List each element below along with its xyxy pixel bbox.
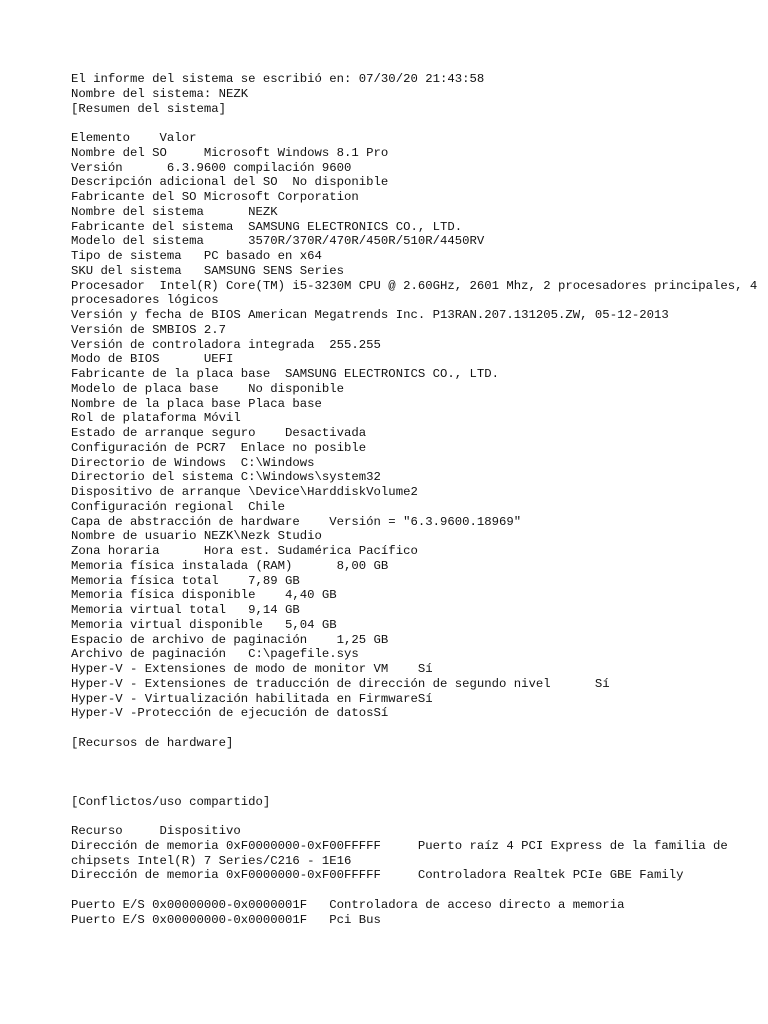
summary-row-page-file-space: Espacio de archivo de paginación 1,25 GB [71, 632, 389, 647]
summary-column-header: Elemento Valor [71, 131, 197, 145]
summary-row-version: Versión 6.3.9600 compilación 9600 [71, 160, 352, 175]
summary-row-smbios-version: Versión de SMBIOS 2.7 [71, 322, 226, 337]
conflict-row: Dirección de memoria 0xF0000000-0xF00FFFFF Controladora Realtek PCIe GBE Family [71, 868, 684, 883]
spacer [71, 883, 761, 898]
summary-row-time-zone: Zona horaria Hora est. Sudamérica Pacífico [71, 544, 418, 558]
summary-row-system-model: Modelo del sistema 3570R/370R/470R/450R/510R/4450RV [71, 234, 485, 249]
section-heading-hardware: [Recursos de hardware] [71, 735, 234, 750]
summary-row-user-name: Nombre de usuario NEZK\Nezk Studio [71, 529, 322, 544]
summary-row-system-name: Nombre del sistema NEZK [71, 204, 278, 219]
summary-row-hyperv-vm-monitor: Hyper-V - Extensiones de modo de monitor VM Sí [71, 662, 433, 676]
conflict-row: Dirección de memoria 0xF0000000-0xF00FFFFF Puerto raíz 4 PCI Express de la familia de chipsets Intel(R) 7 Series/C216 - 1E16 [71, 838, 736, 868]
summary-row-available-physical-memory: Memoria física disponible 4,40 GB [71, 588, 337, 603]
summary-row-system-type: Tipo de sistema PC basado en x64 [71, 249, 322, 263]
summary-row-boot-device: Dispositivo de arranque \Device\HarddiskVolume2 [71, 485, 418, 499]
summary-row-total-virtual-memory: Memoria virtual total 9,14 GB [71, 603, 300, 617]
summary-row-bios-version: Versión y fecha de BIOS American Megatrends Inc. P13RAN.207.131205.ZW, 05-12-2013 [71, 308, 669, 322]
summary-row-windows-directory: Directorio de Windows C:\Windows [71, 455, 315, 470]
section-heading-summary: [Resumen del sistema] [71, 101, 226, 116]
summary-row-page-file: Archivo de paginación C:\pagefile.sys [71, 647, 359, 662]
summary-row-hal: Capa de abstracción de hardware Versión = "6.3.9600.18969" [71, 514, 522, 529]
summary-row-system-directory: Directorio del sistema C:\Windows\system32 [71, 470, 381, 485]
conflict-row: Puerto E/S 0x00000000-0x0000001F Pci Bus [71, 912, 381, 927]
system-name-line: Nombre del sistema: NEZK [71, 86, 249, 101]
summary-row-system-manufacturer: Fabricante del sistema SAMSUNG ELECTRONICS CO., LTD. [71, 219, 463, 234]
system-report-document [71, 72, 765, 927]
section-heading-conflicts: [Conflictos/uso compartido] [71, 794, 271, 809]
spacer [71, 751, 761, 795]
summary-row-os-name: Nombre del SO Microsoft Windows 8.1 Pro [71, 145, 389, 160]
summary-row-processor: Procesador Intel(R) Core(TM) i5-3230M CPU @ 2.60GHz, 2601 Mhz, 2 procesadores principales, 4 procesadores lógicos [71, 278, 765, 308]
summary-row-baseboard-manufacturer: Fabricante de la placa base SAMSUNG ELECTRONICS CO., LTD. [71, 367, 500, 381]
conflict-row: Puerto E/S 0x00000000-0x0000001F Controladora de acceso directo a memoria [71, 897, 625, 912]
spacer [71, 721, 761, 736]
summary-row-baseboard-name: Nombre de la placa base Placa base [71, 396, 322, 411]
summary-row-bios-mode: Modo de BIOS UEFI [71, 352, 234, 367]
summary-row-total-physical-memory: Memoria física total 7,89 GB [71, 573, 300, 588]
spacer [71, 116, 761, 131]
summary-row-system-sku: SKU del sistema SAMSUNG SENS Series [71, 263, 345, 278]
summary-row-embedded-controller: Versión de controladora integrada 255.255 [71, 337, 381, 352]
summary-row-os-manufacturer: Fabricante del SO Microsoft Corporation [71, 190, 359, 204]
report-written-line: El informe del sistema se escribió en: 07/30/20 21:43:58 [71, 72, 485, 86]
conflicts-column-header: Recurso Dispositivo [71, 824, 241, 838]
summary-row-os-description: Descripción adicional del SO No disponible [71, 175, 389, 190]
summary-row-hyperv-slat: Hyper-V - Extensiones de traducción de dirección de segundo nivel Sí [71, 676, 610, 691]
summary-row-installed-memory: Memoria física instalada (RAM) 8,00 GB [71, 558, 389, 573]
summary-row-hyperv-dep: Hyper-V -Protección de ejecución de datosSí [71, 706, 389, 721]
summary-row-baseboard-model: Modelo de placa base No disponible [71, 381, 345, 396]
spacer [71, 809, 761, 824]
summary-row-platform-role: Rol de plataforma Móvil [71, 411, 241, 426]
summary-row-available-virtual-memory: Memoria virtual disponible 5,04 GB [71, 617, 337, 632]
summary-row-secure-boot: Estado de arranque seguro Desactivada [71, 426, 367, 440]
summary-row-locale: Configuración regional Chile [71, 499, 286, 514]
summary-row-hyperv-virtualization: Hyper-V - Virtualización habilitada en FirmwareSí [71, 691, 433, 706]
summary-row-pcr7: Configuración de PCR7 Enlace no posible [71, 440, 367, 455]
